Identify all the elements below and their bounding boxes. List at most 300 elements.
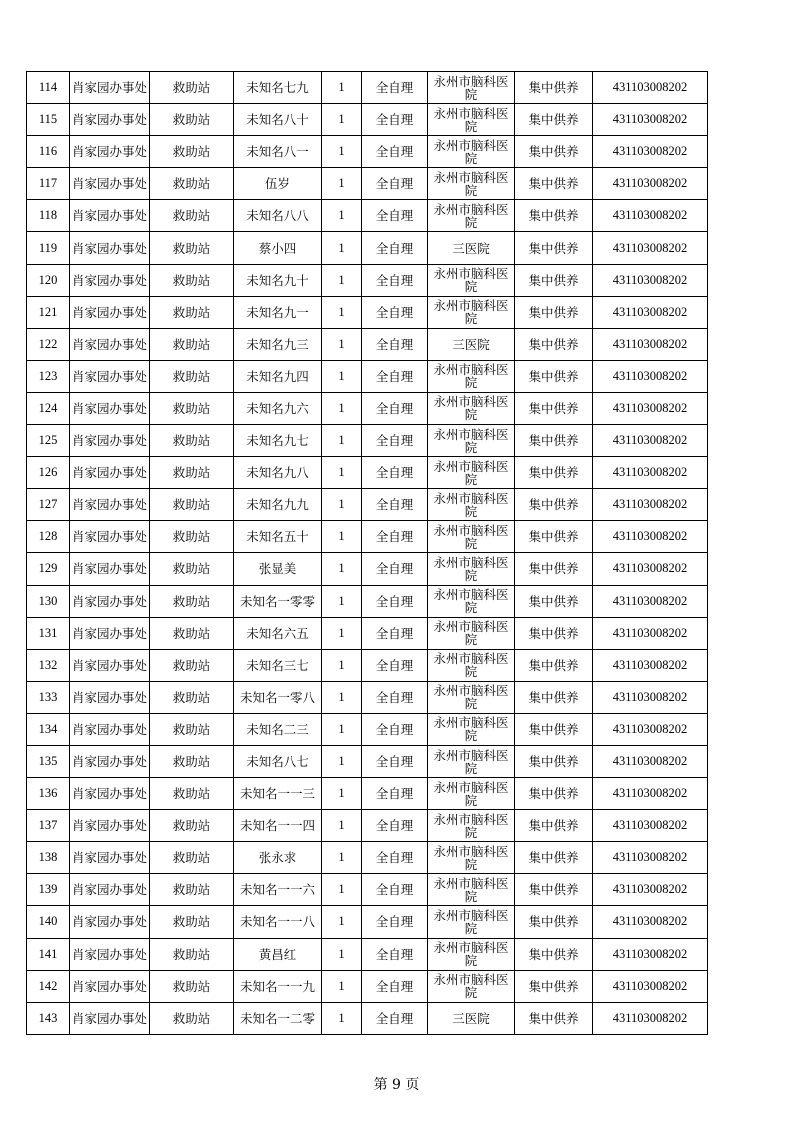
office-cell: 肖家园办事处 (70, 585, 150, 617)
name-cell: 未知名五十 (234, 521, 322, 553)
source-cell: 救助站 (150, 585, 234, 617)
code-cell: 431103008202 (593, 232, 708, 264)
row-number: 121 (27, 296, 70, 328)
count-cell: 1 (322, 649, 362, 681)
count-cell: 1 (322, 585, 362, 617)
source-cell: 救助站 (150, 681, 234, 713)
office-cell: 肖家园办事处 (70, 360, 150, 392)
name-cell: 未知名一一四 (234, 810, 322, 842)
name-cell: 未知名二三 (234, 713, 322, 745)
source-cell: 救助站 (150, 874, 234, 906)
support-type-cell: 集中供养 (515, 810, 593, 842)
support-type-cell: 集中供养 (515, 521, 593, 553)
source-cell: 救助站 (150, 200, 234, 232)
hospital-cell: 永州市脑科医院 (428, 521, 515, 553)
table-row (27, 264, 708, 296)
source-cell: 救助站 (150, 970, 234, 1002)
name-cell: 未知名一零零 (234, 585, 322, 617)
care-level-cell: 全自理 (362, 360, 428, 392)
care-level-cell: 全自理 (362, 136, 428, 168)
source-cell: 救助站 (150, 553, 234, 585)
care-level-cell: 全自理 (362, 264, 428, 296)
name-cell: 未知名一一八 (234, 906, 322, 938)
row-number: 123 (27, 360, 70, 392)
code-cell: 431103008202 (593, 681, 708, 713)
support-type-cell: 集中供养 (515, 392, 593, 424)
hospital-cell: 永州市脑科医院 (428, 425, 515, 457)
care-level-cell: 全自理 (362, 617, 428, 649)
code-cell: 431103008202 (593, 842, 708, 874)
support-type-cell: 集中供养 (515, 585, 593, 617)
row-number: 118 (27, 200, 70, 232)
code-cell: 431103008202 (593, 264, 708, 296)
care-level-cell: 全自理 (362, 200, 428, 232)
hospital-cell: 永州市脑科医院 (428, 360, 515, 392)
office-cell: 肖家园办事处 (70, 489, 150, 521)
count-cell: 1 (322, 457, 362, 489)
count-cell: 1 (322, 360, 362, 392)
table-row (27, 681, 708, 713)
table-row (27, 970, 708, 1002)
hospital-cell: 三医院 (428, 328, 515, 360)
hospital-cell: 永州市脑科医院 (428, 842, 515, 874)
count-cell: 1 (322, 104, 362, 136)
code-cell: 431103008202 (593, 585, 708, 617)
hospital-cell: 永州市脑科医院 (428, 72, 515, 104)
care-level-cell: 全自理 (362, 970, 428, 1002)
source-cell: 救助站 (150, 617, 234, 649)
code-cell: 431103008202 (593, 553, 708, 585)
office-cell: 肖家园办事处 (70, 168, 150, 200)
code-cell: 431103008202 (593, 296, 708, 328)
hospital-cell: 永州市脑科医院 (428, 649, 515, 681)
count-cell: 1 (322, 200, 362, 232)
source-cell: 救助站 (150, 72, 234, 104)
name-cell: 蔡小四 (234, 232, 322, 264)
table-row (27, 874, 708, 906)
code-cell: 431103008202 (593, 649, 708, 681)
name-cell: 未知名三七 (234, 649, 322, 681)
hospital-cell: 永州市脑科医院 (428, 810, 515, 842)
office-cell: 肖家园办事处 (70, 136, 150, 168)
office-cell: 肖家园办事处 (70, 842, 150, 874)
support-type-cell: 集中供养 (515, 970, 593, 1002)
care-level-cell: 全自理 (362, 842, 428, 874)
name-cell: 未知名六五 (234, 617, 322, 649)
support-type-cell: 集中供养 (515, 745, 593, 777)
hospital-cell: 永州市脑科医院 (428, 585, 515, 617)
care-level-cell: 全自理 (362, 232, 428, 264)
name-cell: 未知名九六 (234, 392, 322, 424)
source-cell: 救助站 (150, 168, 234, 200)
source-cell: 救助站 (150, 392, 234, 424)
count-cell: 1 (322, 425, 362, 457)
hospital-cell: 永州市脑科医院 (428, 296, 515, 328)
name-cell: 未知名一二零 (234, 1002, 322, 1034)
code-cell: 431103008202 (593, 457, 708, 489)
name-cell: 未知名一一九 (234, 970, 322, 1002)
hospital-cell: 永州市脑科医院 (428, 457, 515, 489)
support-type-cell: 集中供养 (515, 72, 593, 104)
table-row (27, 553, 708, 585)
support-type-cell: 集中供养 (515, 874, 593, 906)
hospital-cell: 永州市脑科医院 (428, 104, 515, 136)
office-cell: 肖家园办事处 (70, 264, 150, 296)
row-number: 134 (27, 713, 70, 745)
name-cell: 未知名九八 (234, 457, 322, 489)
code-cell: 431103008202 (593, 810, 708, 842)
source-cell: 救助站 (150, 713, 234, 745)
care-level-cell: 全自理 (362, 778, 428, 810)
row-number: 114 (27, 72, 70, 104)
code-cell: 431103008202 (593, 874, 708, 906)
support-type-cell: 集中供养 (515, 649, 593, 681)
count-cell: 1 (322, 713, 362, 745)
care-level-cell: 全自理 (362, 810, 428, 842)
hospital-cell: 永州市脑科医院 (428, 938, 515, 970)
count-cell: 1 (322, 874, 362, 906)
source-cell: 救助站 (150, 938, 234, 970)
hospital-cell: 永州市脑科医院 (428, 200, 515, 232)
row-number: 135 (27, 745, 70, 777)
count-cell: 1 (322, 778, 362, 810)
source-cell: 救助站 (150, 136, 234, 168)
hospital-cell: 永州市脑科医院 (428, 168, 515, 200)
office-cell: 肖家园办事处 (70, 745, 150, 777)
care-level-cell: 全自理 (362, 681, 428, 713)
code-cell: 431103008202 (593, 938, 708, 970)
source-cell: 救助站 (150, 232, 234, 264)
support-type-cell: 集中供养 (515, 842, 593, 874)
table-row (27, 713, 708, 745)
code-cell: 431103008202 (593, 906, 708, 938)
count-cell: 1 (322, 681, 362, 713)
source-cell: 救助站 (150, 649, 234, 681)
code-cell: 431103008202 (593, 970, 708, 1002)
row-number: 137 (27, 810, 70, 842)
row-number: 129 (27, 553, 70, 585)
name-cell: 张永求 (234, 842, 322, 874)
source-cell: 救助站 (150, 360, 234, 392)
support-type-cell: 集中供养 (515, 328, 593, 360)
count-cell: 1 (322, 72, 362, 104)
care-level-cell: 全自理 (362, 521, 428, 553)
table-row (27, 136, 708, 168)
row-number: 140 (27, 906, 70, 938)
hospital-cell: 永州市脑科医院 (428, 778, 515, 810)
office-cell: 肖家园办事处 (70, 296, 150, 328)
count-cell: 1 (322, 553, 362, 585)
code-cell: 431103008202 (593, 489, 708, 521)
table-row (27, 232, 708, 264)
hospital-cell: 永州市脑科医院 (428, 906, 515, 938)
support-type-cell: 集中供养 (515, 425, 593, 457)
table-row (27, 842, 708, 874)
row-number: 133 (27, 681, 70, 713)
support-type-cell: 集中供养 (515, 360, 593, 392)
care-level-cell: 全自理 (362, 553, 428, 585)
row-number: 122 (27, 328, 70, 360)
name-cell: 未知名九一 (234, 296, 322, 328)
office-cell: 肖家园办事处 (70, 553, 150, 585)
code-cell: 431103008202 (593, 360, 708, 392)
care-level-cell: 全自理 (362, 489, 428, 521)
support-type-cell: 集中供养 (515, 1002, 593, 1034)
row-number: 132 (27, 649, 70, 681)
row-number: 136 (27, 778, 70, 810)
support-type-cell: 集中供养 (515, 553, 593, 585)
hospital-cell: 永州市脑科医院 (428, 745, 515, 777)
count-cell: 1 (322, 810, 362, 842)
hospital-cell: 永州市脑科医院 (428, 553, 515, 585)
office-cell: 肖家园办事处 (70, 232, 150, 264)
source-cell: 救助站 (150, 457, 234, 489)
source-cell: 救助站 (150, 842, 234, 874)
code-cell: 431103008202 (593, 200, 708, 232)
row-number: 120 (27, 264, 70, 296)
hospital-cell: 永州市脑科医院 (428, 617, 515, 649)
table-row (27, 778, 708, 810)
row-number: 125 (27, 425, 70, 457)
count-cell: 1 (322, 296, 362, 328)
hospital-cell: 永州市脑科医院 (428, 264, 515, 296)
office-cell: 肖家园办事处 (70, 521, 150, 553)
hospital-cell: 永州市脑科医院 (428, 489, 515, 521)
source-cell: 救助站 (150, 521, 234, 553)
care-level-cell: 全自理 (362, 906, 428, 938)
row-number: 128 (27, 521, 70, 553)
code-cell: 431103008202 (593, 713, 708, 745)
row-number: 117 (27, 168, 70, 200)
care-level-cell: 全自理 (362, 938, 428, 970)
row-number: 142 (27, 970, 70, 1002)
code-cell: 431103008202 (593, 778, 708, 810)
table-row (27, 296, 708, 328)
office-cell: 肖家园办事处 (70, 425, 150, 457)
count-cell: 1 (322, 232, 362, 264)
table-row (27, 168, 708, 200)
hospital-cell: 永州市脑科医院 (428, 392, 515, 424)
count-cell: 1 (322, 617, 362, 649)
table-row (27, 585, 708, 617)
row-number: 130 (27, 585, 70, 617)
hospital-cell: 永州市脑科医院 (428, 970, 515, 1002)
code-cell: 431103008202 (593, 1002, 708, 1034)
support-type-cell: 集中供养 (515, 713, 593, 745)
source-cell: 救助站 (150, 104, 234, 136)
care-level-cell: 全自理 (362, 104, 428, 136)
count-cell: 1 (322, 970, 362, 1002)
table-row (27, 649, 708, 681)
table-row (27, 906, 708, 938)
office-cell: 肖家园办事处 (70, 970, 150, 1002)
records-table (26, 71, 708, 1035)
table-row (27, 745, 708, 777)
code-cell: 431103008202 (593, 104, 708, 136)
table-row (27, 457, 708, 489)
name-cell: 未知名七九 (234, 72, 322, 104)
care-level-cell: 全自理 (362, 296, 428, 328)
name-cell: 黄昌红 (234, 938, 322, 970)
table-row (27, 328, 708, 360)
care-level-cell: 全自理 (362, 72, 428, 104)
table-row (27, 360, 708, 392)
row-number: 115 (27, 104, 70, 136)
name-cell: 伍岁 (234, 168, 322, 200)
office-cell: 肖家园办事处 (70, 874, 150, 906)
table-row (27, 392, 708, 424)
source-cell: 救助站 (150, 489, 234, 521)
support-type-cell: 集中供养 (515, 136, 593, 168)
row-number: 139 (27, 874, 70, 906)
office-cell: 肖家园办事处 (70, 681, 150, 713)
name-cell: 未知名八七 (234, 745, 322, 777)
row-number: 126 (27, 457, 70, 489)
code-cell: 431103008202 (593, 136, 708, 168)
source-cell: 救助站 (150, 328, 234, 360)
office-cell: 肖家园办事处 (70, 906, 150, 938)
table-row (27, 521, 708, 553)
table-row (27, 489, 708, 521)
count-cell: 1 (322, 328, 362, 360)
care-level-cell: 全自理 (362, 649, 428, 681)
support-type-cell: 集中供养 (515, 906, 593, 938)
support-type-cell: 集中供养 (515, 296, 593, 328)
office-cell: 肖家园办事处 (70, 457, 150, 489)
support-type-cell: 集中供养 (515, 489, 593, 521)
support-type-cell: 集中供养 (515, 617, 593, 649)
code-cell: 431103008202 (593, 328, 708, 360)
source-cell: 救助站 (150, 296, 234, 328)
row-number: 119 (27, 232, 70, 264)
count-cell: 1 (322, 1002, 362, 1034)
care-level-cell: 全自理 (362, 168, 428, 200)
office-cell: 肖家园办事处 (70, 617, 150, 649)
count-cell: 1 (322, 392, 362, 424)
row-number: 143 (27, 1002, 70, 1034)
code-cell: 431103008202 (593, 392, 708, 424)
care-level-cell: 全自理 (362, 392, 428, 424)
count-cell: 1 (322, 521, 362, 553)
code-cell: 431103008202 (593, 745, 708, 777)
care-level-cell: 全自理 (362, 328, 428, 360)
table-row (27, 104, 708, 136)
row-number: 124 (27, 392, 70, 424)
support-type-cell: 集中供养 (515, 681, 593, 713)
count-cell: 1 (322, 264, 362, 296)
source-cell: 救助站 (150, 745, 234, 777)
support-type-cell: 集中供养 (515, 232, 593, 264)
code-cell: 431103008202 (593, 521, 708, 553)
source-cell: 救助站 (150, 1002, 234, 1034)
name-cell: 未知名八十 (234, 104, 322, 136)
count-cell: 1 (322, 168, 362, 200)
office-cell: 肖家园办事处 (70, 649, 150, 681)
office-cell: 肖家园办事处 (70, 200, 150, 232)
page-number: 第 9 页 (373, 1077, 420, 1093)
source-cell: 救助站 (150, 778, 234, 810)
care-level-cell: 全自理 (362, 874, 428, 906)
name-cell: 未知名一一三 (234, 778, 322, 810)
table-row (27, 425, 708, 457)
source-cell: 救助站 (150, 810, 234, 842)
name-cell: 未知名九十 (234, 264, 322, 296)
hospital-cell: 永州市脑科医院 (428, 136, 515, 168)
row-number: 127 (27, 489, 70, 521)
office-cell: 肖家园办事处 (70, 104, 150, 136)
hospital-cell: 永州市脑科医院 (428, 681, 515, 713)
table-row (27, 72, 708, 104)
table-row (27, 810, 708, 842)
name-cell: 未知名九七 (234, 425, 322, 457)
office-cell: 肖家园办事处 (70, 778, 150, 810)
code-cell: 431103008202 (593, 168, 708, 200)
table-body (27, 72, 708, 1035)
row-number: 141 (27, 938, 70, 970)
code-cell: 431103008202 (593, 425, 708, 457)
support-type-cell: 集中供养 (515, 200, 593, 232)
row-number: 116 (27, 136, 70, 168)
name-cell: 未知名九三 (234, 328, 322, 360)
name-cell: 未知名九四 (234, 360, 322, 392)
support-type-cell: 集中供养 (515, 104, 593, 136)
source-cell: 救助站 (150, 425, 234, 457)
office-cell: 肖家园办事处 (70, 392, 150, 424)
name-cell: 张显美 (234, 553, 322, 585)
count-cell: 1 (322, 745, 362, 777)
care-level-cell: 全自理 (362, 457, 428, 489)
name-cell: 未知名一零八 (234, 681, 322, 713)
care-level-cell: 全自理 (362, 713, 428, 745)
name-cell: 未知名一一六 (234, 874, 322, 906)
code-cell: 431103008202 (593, 72, 708, 104)
hospital-cell: 三医院 (428, 1002, 515, 1034)
support-type-cell: 集中供养 (515, 264, 593, 296)
name-cell: 未知名九九 (234, 489, 322, 521)
care-level-cell: 全自理 (362, 1002, 428, 1034)
office-cell: 肖家园办事处 (70, 328, 150, 360)
table-row (27, 200, 708, 232)
name-cell: 未知名八一 (234, 136, 322, 168)
hospital-cell: 永州市脑科医院 (428, 874, 515, 906)
source-cell: 救助站 (150, 906, 234, 938)
support-type-cell: 集中供养 (515, 778, 593, 810)
office-cell: 肖家园办事处 (70, 810, 150, 842)
care-level-cell: 全自理 (362, 425, 428, 457)
hospital-cell: 永州市脑科医院 (428, 713, 515, 745)
count-cell: 1 (322, 842, 362, 874)
office-cell: 肖家园办事处 (70, 1002, 150, 1034)
name-cell: 未知名八八 (234, 200, 322, 232)
code-cell: 431103008202 (593, 617, 708, 649)
office-cell: 肖家园办事处 (70, 938, 150, 970)
support-type-cell: 集中供养 (515, 168, 593, 200)
source-cell: 救助站 (150, 264, 234, 296)
table-row (27, 617, 708, 649)
support-type-cell: 集中供养 (515, 457, 593, 489)
office-cell: 肖家园办事处 (70, 72, 150, 104)
row-number: 138 (27, 842, 70, 874)
office-cell: 肖家园办事处 (70, 713, 150, 745)
count-cell: 1 (322, 489, 362, 521)
hospital-cell: 三医院 (428, 232, 515, 264)
row-number: 131 (27, 617, 70, 649)
count-cell: 1 (322, 938, 362, 970)
count-cell: 1 (322, 906, 362, 938)
table-row (27, 938, 708, 970)
count-cell: 1 (322, 136, 362, 168)
care-level-cell: 全自理 (362, 585, 428, 617)
